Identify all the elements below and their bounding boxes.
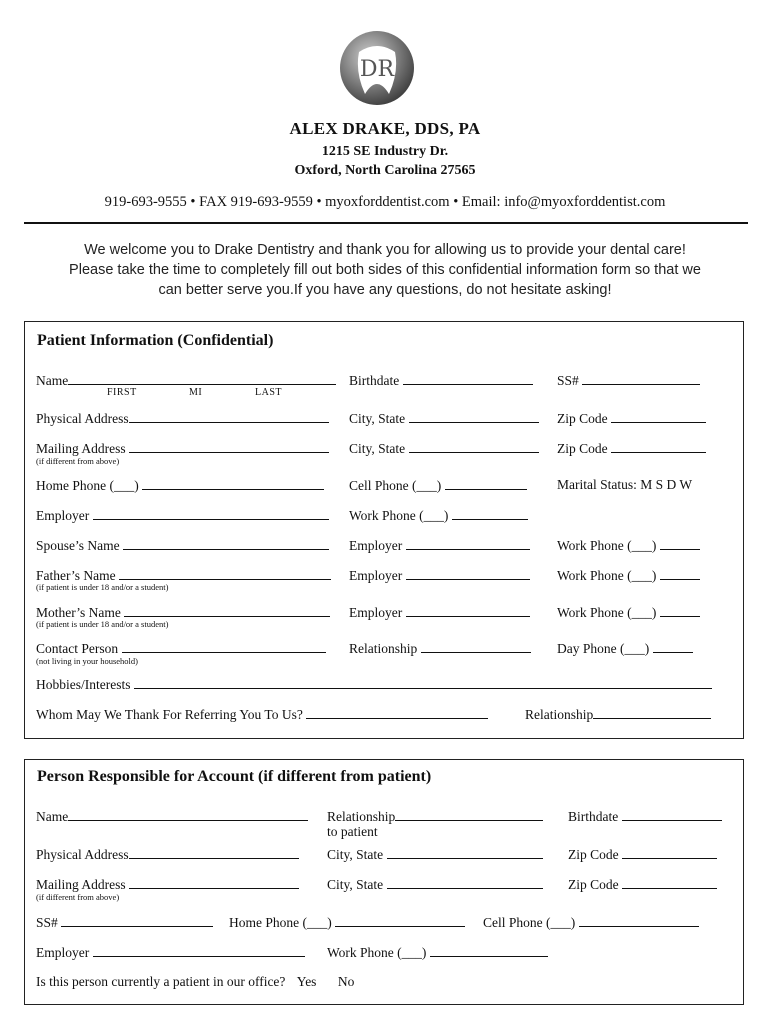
- practice-name: ALEX DRAKE, DDS, PA: [289, 119, 481, 138]
- work-phone-label: Work Phone (___): [349, 508, 449, 523]
- logo-monogram: DR: [359, 57, 395, 82]
- resp-zip-label: Zip Code: [568, 847, 619, 862]
- spouse-work-phone-label: Work Phone (___): [557, 538, 660, 553]
- work-phone-field[interactable]: [452, 507, 528, 520]
- resp-mailing-note: (if different from above): [36, 892, 120, 902]
- contact-line: 919-693-9555 • FAX 919-693-9559 • myoxforddentist.com • Email: info@myoxforddentist.com: [104, 194, 666, 210]
- mother-work-phone-row: [557, 604, 700, 621]
- resp-city-field[interactable]: [387, 846, 543, 859]
- hobbies-row: [36, 676, 712, 693]
- ss-label: SS#: [557, 373, 579, 388]
- resp-relationship-label: Relationship: [327, 809, 396, 824]
- employer-field[interactable]: [93, 507, 329, 520]
- resp-relationship-field[interactable]: [395, 808, 543, 821]
- city-state-label: City, State: [349, 411, 406, 426]
- spouse-employer-label: Employer: [349, 538, 403, 553]
- spouse-employer-field[interactable]: [406, 537, 530, 550]
- responsible-section-title: Person Responsible for Account (if different from patient): [37, 768, 432, 785]
- current-patient-question: Is this person currently a patient in our office?: [36, 974, 286, 989]
- resp-birthdate-field[interactable]: [622, 808, 722, 821]
- physical-address-label: Physical Address: [36, 411, 129, 426]
- father-label: Father’s Name: [36, 568, 116, 583]
- resp-home-phone-row: [229, 914, 465, 931]
- resp-ss-field[interactable]: [61, 914, 213, 927]
- resp-zip-row: [568, 846, 717, 863]
- spouse-row: [36, 537, 329, 554]
- resp-mailing-city-row: [327, 876, 543, 893]
- mother-employer-field[interactable]: [406, 604, 530, 617]
- referral-label: Whom May We Thank For Referring You To Us?: [36, 707, 303, 722]
- father-note: (if patient is under 18 and/or a student): [36, 582, 169, 592]
- name-field[interactable]: [68, 372, 336, 385]
- resp-mailing-zip-label: Zip Code: [568, 877, 619, 892]
- hobbies-field[interactable]: [134, 676, 712, 689]
- spouse-work-phone-row: [557, 537, 700, 554]
- spouse-label: Spouse’s Name: [36, 538, 120, 553]
- day-phone-field[interactable]: [653, 640, 693, 653]
- spouse-work-phone-field[interactable]: [660, 537, 700, 550]
- address-line-2: Oxford, North Carolina 27565: [294, 163, 476, 178]
- father-work-phone-field[interactable]: [660, 567, 700, 580]
- mailing-note: (if different from above): [36, 456, 120, 466]
- ss-row: [557, 372, 700, 389]
- resp-city-row: [327, 846, 543, 863]
- mailing-zip-label: Zip Code: [557, 441, 608, 456]
- resp-physical-address-field[interactable]: [129, 846, 299, 859]
- resp-ss-row: [36, 914, 213, 931]
- mother-field[interactable]: [124, 604, 330, 617]
- responsible-party-section: [24, 759, 744, 1005]
- mailing-zip-row: [557, 440, 706, 457]
- resp-cell-phone-field[interactable]: [579, 914, 699, 927]
- resp-home-phone-field[interactable]: [335, 914, 465, 927]
- current-patient-yes[interactable]: Yes: [296, 974, 317, 989]
- patient-information-section: [24, 321, 744, 739]
- birthdate-label: Birthdate: [349, 373, 400, 388]
- resp-to-patient: to patient: [327, 824, 378, 839]
- resp-relationship-row: [327, 808, 543, 825]
- resp-physical-address-row: [36, 846, 299, 863]
- resp-mailing-city-label: City, State: [327, 877, 384, 892]
- day-phone-label: Day Phone (___): [557, 641, 650, 656]
- home-phone-label: Home Phone (___): [36, 478, 139, 493]
- zip-row: [557, 410, 706, 427]
- city-state-row: [349, 410, 539, 427]
- mailing-city-row: [349, 440, 539, 457]
- mi-sublabel: MI: [189, 387, 203, 398]
- father-employer-label: Employer: [349, 568, 403, 583]
- resp-employer-row: [36, 944, 305, 961]
- ss-field[interactable]: [582, 372, 700, 385]
- work-phone-row: [349, 507, 528, 524]
- last-sublabel: LAST: [255, 387, 282, 398]
- cell-phone-field[interactable]: [445, 477, 527, 490]
- resp-work-phone-field[interactable]: [430, 944, 548, 957]
- physical-address-field[interactable]: [129, 410, 329, 423]
- birthdate-row: [349, 372, 533, 389]
- mother-note: (if patient is under 18 and/or a student): [36, 619, 169, 629]
- practice-logo: [337, 28, 417, 108]
- home-phone-field[interactable]: [142, 477, 324, 490]
- cell-phone-label: Cell Phone (___): [349, 478, 442, 493]
- resp-home-phone-label: Home Phone (___): [229, 915, 332, 930]
- address-line-1: 1215 SE Industry Dr.: [321, 144, 449, 159]
- day-phone-row: [557, 640, 693, 657]
- father-work-phone-row: [557, 567, 700, 584]
- spouse-field[interactable]: [123, 537, 329, 550]
- referral-row: [36, 706, 488, 723]
- employer-row: [36, 507, 329, 524]
- contact-relationship-row: [349, 640, 531, 657]
- intro-paragraph: We welcome you to Drake Dentistry and thank you for allowing us to provide your dental care! Please take the time to completely fill out both sides of this confidential information form so that we can better serve you.If you have any questions, do not hesitate asking!: [69, 242, 701, 298]
- mother-employer-row: [349, 604, 530, 621]
- name-row: [36, 372, 336, 389]
- name-label: Name: [36, 373, 69, 388]
- birthdate-field[interactable]: [403, 372, 533, 385]
- resp-physical-address-label: Physical Address: [36, 847, 129, 862]
- patient-section-title: Patient Information (Confidential): [37, 332, 274, 349]
- mailing-city-label: City, State: [349, 441, 406, 456]
- contact-person-row: [36, 640, 326, 657]
- referral-relationship-label: Relationship: [525, 707, 594, 722]
- current-patient-no[interactable]: No: [337, 974, 355, 989]
- mailing-city-field[interactable]: [409, 440, 539, 453]
- contact-person-field[interactable]: [122, 640, 326, 653]
- hobbies-label: Hobbies/Interests: [36, 677, 131, 692]
- resp-city-label: City, State: [327, 847, 384, 862]
- father-employer-row: [349, 567, 530, 584]
- contact-person-note: (not living in your household): [36, 656, 138, 666]
- resp-mailing-label: Mailing Address: [36, 877, 126, 892]
- marital-status[interactable]: Marital Status: M S D W: [557, 477, 693, 492]
- cell-phone-row: [349, 477, 527, 494]
- mother-work-phone-label: Work Phone (___): [557, 605, 660, 620]
- zip-field[interactable]: [611, 410, 706, 423]
- resp-employer-label: Employer: [36, 945, 90, 960]
- resp-employer-field[interactable]: [93, 944, 305, 957]
- resp-name-label: Name: [36, 809, 69, 824]
- father-employer-field[interactable]: [406, 567, 530, 580]
- resp-work-phone-label: Work Phone (___): [327, 945, 427, 960]
- father-work-phone-label: Work Phone (___): [557, 568, 660, 583]
- mailing-address-field[interactable]: [129, 440, 329, 453]
- employer-label: Employer: [36, 508, 90, 523]
- referral-field[interactable]: [306, 706, 488, 719]
- resp-mailing-zip-field[interactable]: [622, 876, 717, 889]
- contact-relationship-label: Relationship: [349, 641, 418, 656]
- mother-employer-label: Employer: [349, 605, 403, 620]
- mother-work-phone-field[interactable]: [660, 604, 700, 617]
- header-divider: [24, 222, 748, 224]
- father-field[interactable]: [119, 567, 331, 580]
- resp-mailing-field[interactable]: [129, 876, 299, 889]
- resp-zip-field[interactable]: [622, 846, 717, 859]
- resp-name-field[interactable]: [68, 808, 308, 821]
- first-sublabel: FIRST: [107, 387, 137, 398]
- contact-person-label: Contact Person: [36, 641, 119, 656]
- resp-mailing-city-field[interactable]: [387, 876, 543, 889]
- resp-ss-label: SS#: [36, 915, 58, 930]
- resp-mailing-row: [36, 876, 299, 893]
- zip-label: Zip Code: [557, 411, 608, 426]
- resp-birthdate-row: [568, 808, 722, 825]
- mailing-address-row: [36, 440, 329, 457]
- referral-relationship-row: [525, 706, 711, 723]
- resp-cell-phone-row: [483, 914, 699, 931]
- physical-address-row: [36, 410, 329, 427]
- contact-relationship-field[interactable]: [421, 640, 531, 653]
- spouse-employer-row: [349, 537, 530, 554]
- referral-relationship-field[interactable]: [593, 706, 711, 719]
- resp-birthdate-label: Birthdate: [568, 809, 619, 824]
- resp-work-phone-row: [327, 944, 548, 961]
- home-phone-row: [36, 477, 324, 494]
- resp-name-row: [36, 808, 308, 825]
- current-patient-row: [36, 974, 354, 990]
- city-state-field[interactable]: [409, 410, 539, 423]
- resp-mailing-zip-row: [568, 876, 717, 893]
- resp-cell-phone-label: Cell Phone (___): [483, 915, 576, 930]
- mailing-zip-field[interactable]: [611, 440, 706, 453]
- mailing-address-label: Mailing Address: [36, 441, 126, 456]
- mother-label: Mother’s Name: [36, 605, 121, 620]
